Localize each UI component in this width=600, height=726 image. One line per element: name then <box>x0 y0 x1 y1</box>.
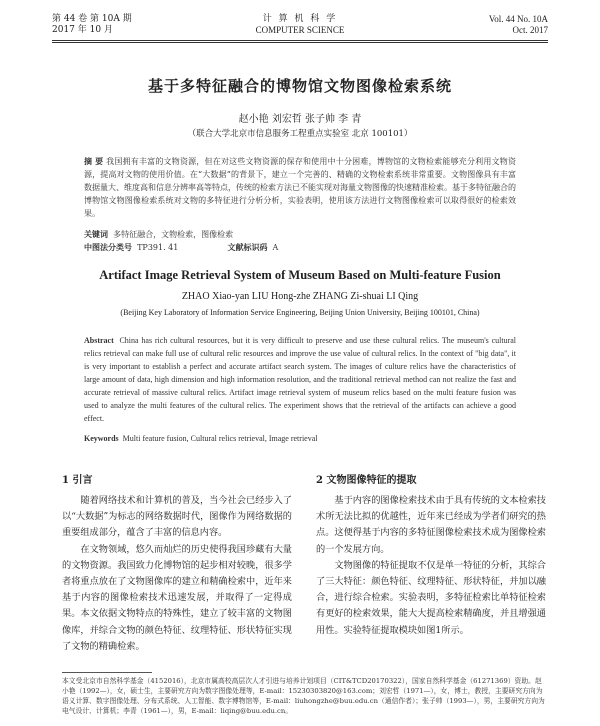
journal-name-zh: 计 算 机 科 学 <box>262 14 338 24</box>
classification <box>84 241 516 254</box>
section-2-paragraph-2: 文物图像的特征提取不仅是单一特征的分析，其综合了三大特征：颜色特征、纹理特征、形状特征，并加以融合，进行综合检索。实验表明，多特征检索比单特征检索有更好的检索效果，能大大提高检索精确度，并且增强通用性。实验特征提取模块如图1所示。 <box>316 559 546 636</box>
keywords-en-label: Keywords <box>84 434 119 443</box>
affiliation-zh: （联合大学北京市信息服务工程重点实验室 北京 100101） <box>187 129 413 139</box>
volume-issue-en: Vol. 44 No. 10A <box>488 14 548 24</box>
section-1-body <box>62 493 292 655</box>
header-rule <box>52 40 548 41</box>
cls-label: 中图法分类号 <box>84 242 132 252</box>
section-2-heading: 2 文物图像特征的提取 <box>316 475 417 486</box>
section-2-paragraph-1: 基于内容的图像检索技术由于具有传统的文本检索技术所无法比拟的优越性，近年来已经成为学者们研究的热点。这便得基于内容的多特征图像检索技术成为图像检索的一个发展方向。 <box>316 495 546 555</box>
section-1-heading: 1 引言 <box>62 475 93 486</box>
section-1-paragraph-2: 在文物领域，悠久而灿烂的历史使得我国珍藏有大量的文物资源。我国致力化博物馆的起步相对较晚，很多学者将重点放在了文物图像库的建立和精确检索中，近年来基于内容的图像检索技术迅速发展，并取得了一定得成果。本文依据文物特点的特殊性，建立了较丰富的文物图像库，并综合文物的颜色特征、纹理特征、形状特征实现了文物的精确检索。 <box>62 543 292 652</box>
keywords-zh <box>84 228 516 241</box>
abstract-zh-label: 摘 要 <box>84 156 104 166</box>
footnote: 本文受北京市自然科学基金（4152016），北京市属高校高层次人才引进与培养计划项目（CIT&TCD20170322），国家自然科学基金（61271369）资助。赵小艳（1992—），女，硕士生，主要研究方向为数字图像处理等，E-mail：15230303820@163.com；刘宏哲（1971—），女，博士，教授，主要研究方向为语义计算、数字图像处理、分布式系统、人工智能、数字博物馆等，E-mail：liuhongzhe@buu.edu.cn（通信作者）；张子帅（1993—），男，主要研究方向为电气设计、计算机；李青（1961—），男，E-mail：liqing@buu.edu.cn。 <box>62 677 545 715</box>
authors-en: ZHAO Xiao-yan LIU Hong-zhe ZHANG Zi-shuai LI Qing <box>181 291 419 302</box>
keywords-zh-label: 关键词 <box>84 229 108 239</box>
footnote-rule <box>62 672 152 673</box>
section-2-body <box>316 493 546 639</box>
header-rule-2 <box>52 42 548 43</box>
issue-date-en: Oct. 2017 <box>512 25 548 35</box>
authors-zh: 赵小艳 刘宏哲 张子帅 李 青 <box>238 114 362 125</box>
keywords-en-text: Multi feature fusion, Cultural relics retrieval, Image retrieval <box>122 434 318 443</box>
doc-label: 文献标识码 <box>227 242 268 252</box>
journal-volume <box>52 14 132 36</box>
abstract-zh-text: 我国拥有丰富的文物资源，但在对这些文物资源的保存和使用中十分困难，博物馆的文物检索能够充分利用文物资源，提高对文物的使用价值。在“大数据”的背景下，建立一个完善的、精确的文物检索系统非常重要。文物图像具有丰富数据量大、维度高和信息分辨率高等特点，传统的检索方法已不能实现对海量文物图像的快速精准检索。基于多特征融合的博物馆文物图像检索系统对文物的多特征进行分析分析，实验表明，使用该方法进行文物图像检索可以取得很好的检索效果。 <box>84 157 516 218</box>
journal-name-en: COMPUTER SCIENCE <box>255 25 345 35</box>
doc-value: A <box>272 243 279 252</box>
affiliation-en: (Beijing Key Laboratory of Information Service Engineering, Beijing Union University, Beijing 100101, China) <box>120 308 480 317</box>
abstract-zh <box>84 155 516 220</box>
abstract-en-label: Abstract <box>84 336 114 345</box>
volume-issue: 第 44 卷 第 10A 期 <box>52 14 132 24</box>
cls-value: TP391. 41 <box>137 243 179 252</box>
paper-title-zh: 基于多特征融合的博物馆文物图像检索系统 <box>147 77 452 95</box>
journal-name <box>200 14 400 36</box>
section-1-paragraph-1: 随着网络技术和计算机的普及，当今社会已经步入了以“大数据”为标志的网络数据时代，图像作为网络数据的重要组成部分，蕴含了丰富的信息内容。 <box>62 495 292 539</box>
issue-date: 2017 年 10 月 <box>52 25 113 35</box>
journal-volume-en <box>489 14 548 36</box>
abstract-en <box>84 334 516 425</box>
abstract-en-text: China has rich cultural resources, but it is very difficult to preserve and use these cultural relics. The museum's cultural relics retrieval can make full use of cultural relic resources and improve the use value of cultural relics. In the context of "big data", it is very important to establish a perfect and accurate artifact search system. The images of culture relics have the characteristics of large amount of data, high dimension and high information resolution, and the traditional retrieval method can not realize the fast and accurate retrieval of massive cultural relics. Artifact image retrieval system of museum relics based on the multi feature fusion was used to analyze the multi features of the cultural relics. The experiment shows that the retrieval of the artifacts can achieve a good effect. <box>84 336 517 423</box>
paper-title-en: Artifact Image Retrieval System of Museum Based on Multi-feature Fusion <box>99 268 501 282</box>
keywords-en <box>84 432 516 445</box>
keywords-zh-text: 多特征融合，文物检索，图像检索 <box>113 230 234 239</box>
